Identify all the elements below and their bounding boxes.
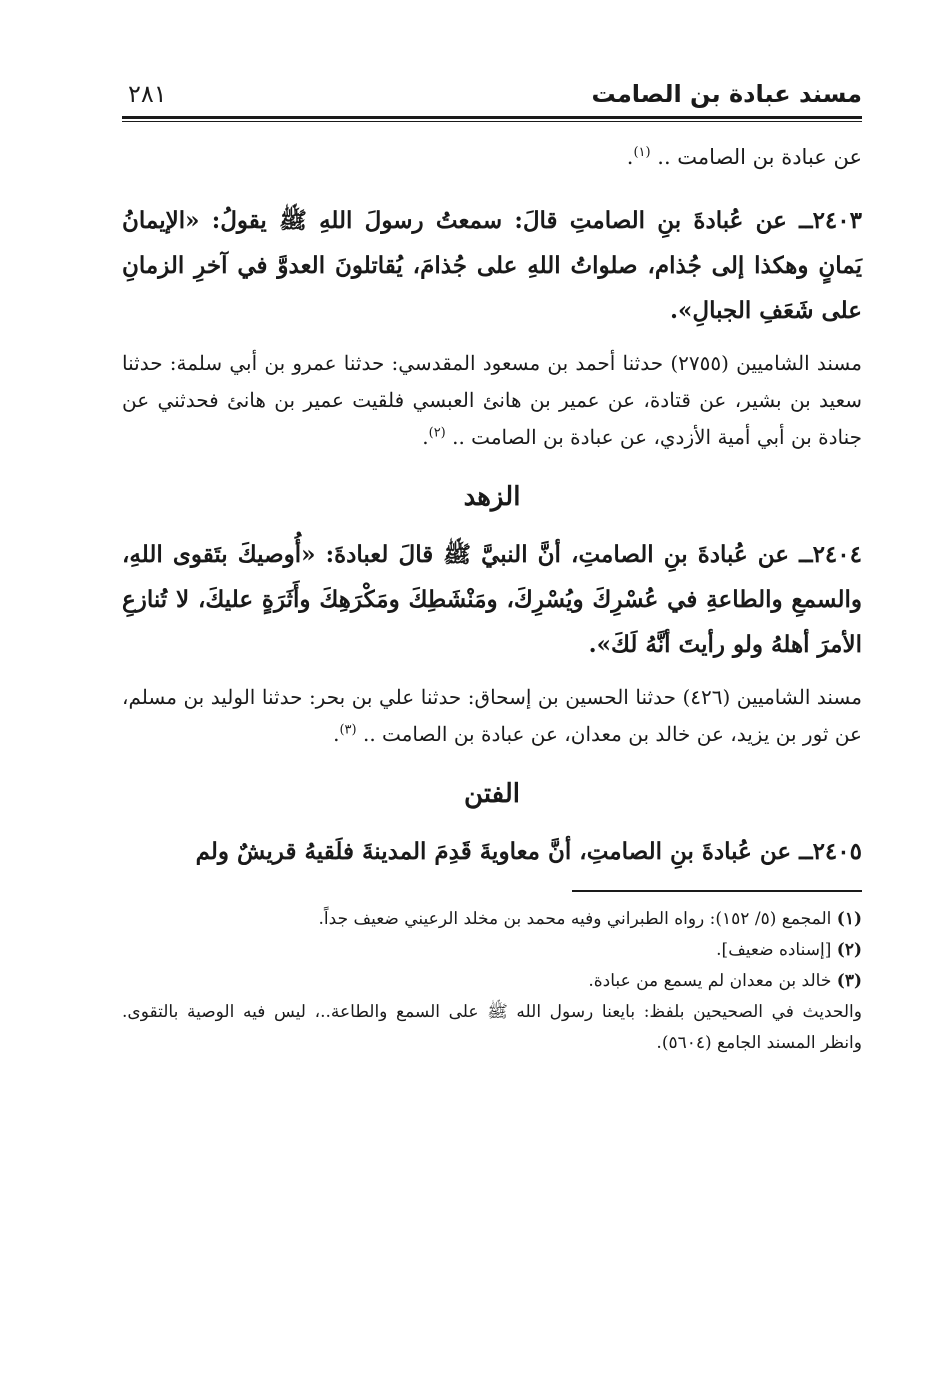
footnote-ref-2: (٢) [428,425,446,441]
page-number: ٢٨١ [128,80,167,108]
footnote-3-continuation: والحديث في الصحيحين بلفظ: بايعنا رسول الله ﷺ على السمع والطاعة..، ليس فيه الوصية بالتقوى. وانظر المسند الجامع (٥٦٠٤). [122,1002,862,1053]
section-heading-zuhd: الزهد [463,482,521,512]
header-title: مسند عبادة بن الصامت [591,80,862,108]
source-2404-end: . [333,722,340,746]
source-2404 [122,679,862,753]
hadith-2405: ٢٤٠٥ــ عن عُبادةَ بنِ الصامتِ، أنَّ معاويةَ قَدِمَ المدينةَ فلَقيهُ قريشٌ ولم [195,838,862,865]
source-2403-text: مسند الشاميين (٢٧٥٥) حدثنا أحمد بن مسعود المقدسي: حدثنا عمرو بن أبي سلمة: حدثنا سعيد بن بشير، عن قتادة، عن عمير بن هانئ العبسي فلقيت عمير بن هانئ فحدثني عن جنادة بن أبي أمية الأزدي، عن عبادة بن الصامت .. [122,351,862,449]
footnote-number: (٣) [836,971,862,991]
footnote-number: (١) [836,909,862,929]
running-header [122,80,862,116]
source-2404-text: مسند الشاميين (٤٢٦) حدثنا الحسين بن إسحاق: حدثنا علي بن بحر: حدثنا الوليد بن مسلم، عن ثور بن يزيد، عن خالد بن معدان، عن عبادة بن الصامت .. [122,685,862,746]
footnote-ref-1: (١) [633,145,651,160]
footnote-1 [122,904,862,935]
section-heading-fitan: الفتن [464,779,520,809]
source-2403 [122,345,862,456]
source-2403-end: . [422,425,429,449]
footnote-text: المجمع (٥/ ١٥٢): رواه الطبراني وفيه محمد بن مخلد الرعيني ضعيف جداً. [318,909,832,929]
footnote-3 [122,966,862,997]
book-page [122,80,862,1059]
hadith-2404: ٢٤٠٤ــ عن عُبادةَ بنِ الصامتِ، أنَّ النبيَّ ﷺ قالَ لعبادةَ: «أُوصيكَ بتَقوى اللهِ، والسمعِ والطاعةِ في عُسْرِكَ ويُسْرِكَ، ومَنْشَطِكَ ومَكْرَهِكَ وأَثَرَةٍ عليكَ، لا تُنازعِ الأمرَ أهلهُ ولو رأيتَ أنَّهُ لَكَ». [122,541,862,658]
footnote-text: [إسناده ضعيف]. [716,940,832,960]
footnote-number: (٢) [836,940,862,960]
hadith-2403: ٢٤٠٣ــ عن عُبادةَ بنِ الصامتِ قالَ: سمعتُ رسولَ اللهِ ﷺ يقولُ: «الإيمانُ يَمانٍ وهكذا إلى جُذام، صلواتُ اللهِ على جُذامَ، يُقاتلونَ العدوَّ في آخرِ الزمانِ على شَعَفِ الجبالِ». [122,207,862,324]
intro-text [122,138,862,176]
footnote-text: خالد بن معدان لم يسمع من عبادة. [588,971,832,991]
intro-line: عن عبادة بن الصامت .. [650,145,862,169]
footnote-2 [122,935,862,966]
intro-end: . [626,145,634,169]
footnote-ref-3: (٣) [339,722,357,738]
